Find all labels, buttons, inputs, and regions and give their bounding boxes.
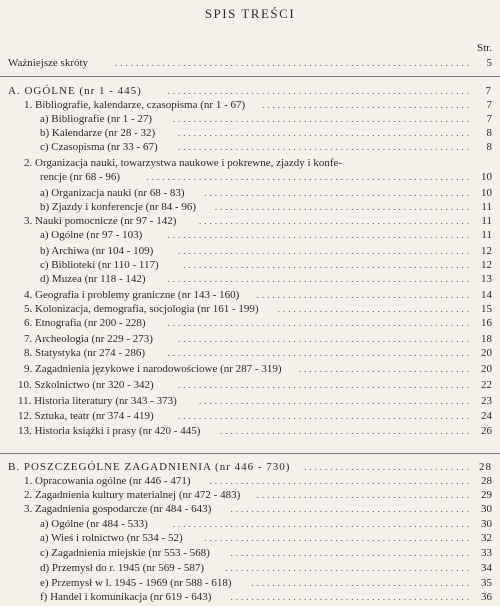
toc-entry-text: B. POSZCZEGÓLNE ZAGADNIENIA (nr 446 - 730)	[8, 461, 291, 473]
toc-entry-page: 18	[481, 333, 492, 345]
toc-entry-page: 33	[481, 547, 492, 559]
dot-leader: ...................................................	[204, 188, 472, 198]
dot-leader: .........................................................	[172, 519, 472, 529]
toc-entry	[0, 244, 500, 258]
dot-leader: ..........................................	[251, 578, 472, 588]
toc-entry	[0, 272, 500, 286]
toc-entry-text: a) Bibliografie (nr 1 - 27)	[40, 113, 153, 125]
dot-leader: ..........................................................	[167, 86, 472, 96]
toc-entry-text: a) Ogólne (nr 484 - 533)	[40, 518, 148, 530]
toc-entry-text: 2. Zagadnienia kultury materialnej (nr 472 - 483)	[24, 489, 241, 501]
toc-entry-text: 2. Organizacja nauki, towarzystwa naukowe i pokrewne, zjazdy i konfe-	[24, 157, 343, 169]
dot-leader: ...............................................	[225, 563, 472, 573]
toc-entry	[0, 409, 500, 423]
toc-entry	[0, 378, 500, 392]
toc-entry	[0, 546, 500, 560]
toc-section	[0, 460, 500, 474]
toc-entry-page: 15	[481, 303, 492, 315]
toc-entry	[0, 170, 500, 184]
dot-leader: ..............................................	[230, 504, 472, 514]
dot-leader: ....................................................	[199, 396, 472, 406]
toc-entry-page: 8	[486, 127, 492, 139]
toc-entry-page: 28	[479, 461, 492, 473]
dot-leader: .......................................................	[183, 260, 472, 270]
toc-entry-text: 3. Nauki pomocnicze (nr 97 - 142)	[24, 215, 177, 227]
dot-leader: ..................................................	[209, 476, 472, 486]
dot-leader: ....................................................	[199, 216, 472, 226]
toc-entry	[0, 424, 500, 438]
toc-entry-page: 7	[486, 99, 492, 111]
toc-entry	[0, 140, 500, 154]
toc-entry	[0, 362, 500, 376]
toc-entry-page: 10	[481, 171, 492, 183]
toc-entry	[0, 228, 500, 242]
toc-entry	[0, 561, 500, 575]
toc-entry	[0, 488, 500, 502]
toc-entry	[0, 474, 500, 488]
toc-entry-page: 14	[481, 289, 492, 301]
toc-entry-text: rencje (nr 68 - 96)	[40, 171, 121, 183]
toc-entry-text: 6. Etnografia (nr 200 - 228)	[24, 317, 146, 329]
toc-entry-page: 32	[481, 532, 492, 544]
dot-leader: ..............................................	[230, 548, 472, 558]
toc-entry-page: 11	[481, 201, 492, 213]
toc-entry	[0, 502, 500, 516]
toc-entry	[0, 302, 500, 316]
dot-leader: ........................................................	[178, 334, 472, 344]
toc-entry-page: 29	[481, 489, 492, 501]
toc-entry-text: 3. Zagadnienia gospodarcze (nr 484 - 643)	[24, 503, 212, 515]
toc-entry-text: b) Archiwa (nr 104 - 109)	[40, 245, 154, 257]
toc-entry-text: 4. Geografia i problemy graniczne (nr 143 - 160)	[24, 289, 240, 301]
toc-entry-text: A. OGÓLNE (nr 1 - 445)	[8, 85, 142, 97]
toc-entry-page: 23	[481, 395, 492, 407]
dot-leader: ........................................................	[178, 246, 472, 256]
toc-entry-text: 5. Kolonizacja, demografia, socjologia (nr 161 - 199)	[24, 303, 259, 315]
toc-entry-text: 12. Sztuka, teatr (nr 374 - 419)	[18, 410, 154, 422]
toc-entry-text: 11. Historia literatury (nr 343 - 373)	[18, 395, 177, 407]
dot-leader: .........................................................	[172, 114, 472, 124]
toc-entry-text: c) Biblioteki (nr 110 - 117)	[40, 259, 159, 271]
dot-leader: ........................................	[262, 100, 472, 110]
dot-leader: ..........................................................	[167, 348, 472, 358]
toc-entry-text: a) Ogólne (nr 97 - 103)	[40, 229, 143, 241]
toc-entry-text: b) Zjazdy i konferencje (nr 84 - 96)	[40, 201, 197, 213]
toc-entry-page: 11	[481, 215, 492, 227]
toc-entry-page: 20	[481, 347, 492, 359]
toc-entry	[0, 394, 500, 408]
toc-entry-text: c) Zagadnienia miejskie (nr 553 - 568)	[40, 547, 210, 559]
toc-entry-page: 22	[481, 379, 492, 391]
toc-entry	[0, 316, 500, 330]
toc-entry-text: 8. Statystyka (nr 274 - 286)	[24, 347, 145, 359]
toc-entry-page: 7	[486, 113, 492, 125]
toc-entry-text: 10. Szkolnictwo (nr 320 - 342)	[18, 379, 154, 391]
toc-entry-page: 16	[481, 317, 492, 329]
page-column-label: Str.	[477, 42, 492, 54]
toc-entry-text: 13. Historia książki i prasy (nr 420 - 445)	[18, 425, 201, 437]
toc-entry-page: 8	[486, 141, 492, 153]
toc-entry	[0, 126, 500, 140]
toc-entry	[0, 332, 500, 346]
toc-entry-page: 35	[481, 577, 492, 589]
dot-leader: ..........................................................	[167, 274, 472, 284]
toc-entry	[0, 156, 500, 170]
section-divider	[0, 76, 500, 77]
dot-leader: ........................................................	[178, 380, 472, 390]
toc-entry-page: 30	[481, 518, 492, 530]
dot-leader: ....................................................................	[115, 58, 472, 68]
toc-entry-text: 1. Opracowania ogólne (nr 446 - 471)	[24, 475, 191, 487]
toc-entry	[0, 590, 500, 604]
dot-leader: ..............................................................	[146, 172, 472, 182]
toc-entry	[0, 112, 500, 126]
toc-entry-page: 20	[481, 363, 492, 375]
dot-leader: ..............................................	[230, 592, 472, 602]
toc-entry-text: 9. Zagadnienia językowe i narodowościowe (nr 287 - 319)	[24, 363, 282, 375]
dot-leader: .....................................	[277, 304, 472, 314]
toc-entry-text: b) Kalendarze (nr 28 - 32)	[40, 127, 156, 139]
toc-entry	[0, 258, 500, 272]
toc-entry-text: Ważniejsze skróty	[8, 57, 89, 69]
toc-entry-text: c) Czasopisma (nr 33 - 67)	[40, 141, 158, 153]
toc-entry-text: a) Wieś i rolnictwo (nr 534 - 52)	[40, 532, 183, 544]
dot-leader: ................................................	[220, 426, 472, 436]
dot-leader: ..........................................................	[167, 230, 472, 240]
dot-leader: .........................................	[256, 490, 472, 500]
dot-leader: ........................................................	[178, 128, 472, 138]
toc-entry	[0, 531, 500, 545]
toc-entry	[0, 288, 500, 302]
toc-entry-text: a) Organizacja nauki (nr 68 - 83)	[40, 187, 185, 199]
dot-leader: .........................................	[256, 290, 472, 300]
toc-entry-page: 24	[481, 410, 492, 422]
dot-leader: ...................................................	[204, 533, 472, 543]
toc-entry-text: d) Muzea (nr 118 - 142)	[40, 273, 146, 285]
toc-entry-page: 28	[481, 475, 492, 487]
toc-entry-page: 5	[486, 57, 492, 69]
toc-entry	[0, 186, 500, 200]
toc-entry-page: 12	[481, 259, 492, 271]
toc-entry-page: 10	[481, 187, 492, 199]
dot-leader: .................................	[298, 364, 472, 374]
toc-entry	[0, 56, 500, 70]
toc-entry-page: 34	[481, 562, 492, 574]
toc-entry-text: 7. Archeologia (nr 229 - 273)	[24, 333, 153, 345]
toc-entry-page: 26	[481, 425, 492, 437]
toc-entry	[0, 214, 500, 228]
toc-section	[0, 84, 500, 98]
toc-entry-page: 36	[481, 591, 492, 603]
toc-entry-page: 11	[481, 229, 492, 241]
toc-entry	[0, 346, 500, 360]
section-divider	[0, 453, 500, 454]
toc-entry-page: 30	[481, 503, 492, 515]
page-title: SPIS TREŚCI	[204, 6, 296, 21]
dot-leader: ................................	[304, 462, 472, 472]
toc-entry-text: 1. Bibliografie, kalendarze, czasopisma (nr 1 - 67)	[24, 99, 246, 111]
toc-entry	[0, 98, 500, 112]
dot-leader: ........................................................	[178, 142, 472, 152]
toc-entry	[0, 200, 500, 214]
dot-leader: ..........................................................	[167, 318, 472, 328]
toc-entry-text: f) Handel i komunikacja (nr 619 - 643)	[40, 591, 212, 603]
toc-entry-text: d) Przemysł do r. 1945 (nr 569 - 587)	[40, 562, 205, 574]
toc-entry	[0, 576, 500, 590]
dot-leader: .................................................	[214, 202, 472, 212]
toc-entry-text: e) Przemysł w l. 1945 - 1969 (nr 588 - 618)	[40, 577, 232, 589]
dot-leader: ........................................................	[178, 411, 472, 421]
toc-entry-page: 12	[481, 245, 492, 257]
toc-entry-page: 13	[481, 273, 492, 285]
toc-entry-page: 7	[485, 85, 492, 97]
toc-entry	[0, 517, 500, 531]
